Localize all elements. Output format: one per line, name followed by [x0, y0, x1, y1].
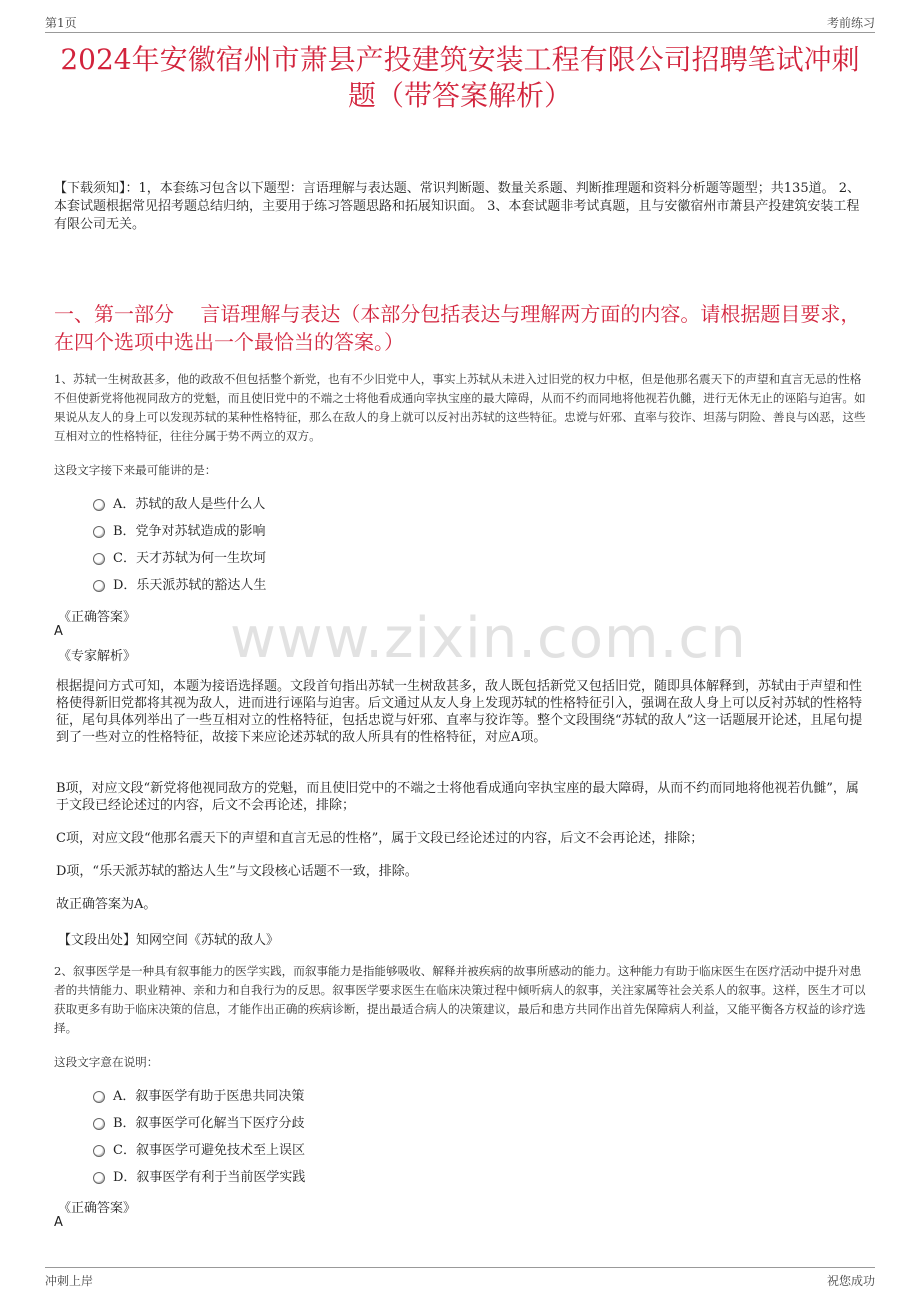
question-1-option-c[interactable]: C．天才苏轼为何一生坎坷: [93, 549, 266, 569]
answer-label: 《正确答案》: [58, 610, 137, 625]
source-citation: 【文段出处】知网空间《苏轼的敌人》: [58, 933, 280, 948]
analysis-paragraph: 根据提问方式可知，本题为接语选择题。文段首句指出苏轼一生树敌甚多，敌人既包括新党又包括旧党，随即具体解释到，苏轼由于声望和性格使得新旧党都将其视为敌人，进而进行诬陷与迫害。后文通过从友人身上发现苏轼的性格特征引入，强调在敌人身上可以反衬苏轼的性格特征，尾句具体列举出了一些互相对立的性格特征，包括忠谠与奸邪、直率与狡诈等。整个文段围绕“苏轼的敌人”这一话题展开论述，且尾句提到了一些对立的性格特征，故接下来应论述苏轼的敌人所具有的性格特征，对应A项。: [56, 679, 863, 745]
analysis-paragraph: B项，对应文段“新党将他视同敌方的党魁，而且使旧党中的不端之士将他看成通向宰执宝座的最大障碍，从而不约而同地将他视若仇雠”，属于文段已经论述过的内容，后文不会再论述，排除；: [56, 781, 859, 813]
download-notice: 【下载须知】：1，本套练习包含以下题型：言语理解与表达题、常识判断题、数量关系题、判断推理题和资料分析题等题型；共135道。 2、本套试题根据常见招考题总结归纳，主要用于练习答题思路和拓展知识面。 3、本套试题非考试真题，且与安徽宿州市萧县产投建筑安装工程有限公司无关。: [54, 181, 860, 232]
watermark: www.zixin.com.cn: [230, 606, 747, 671]
radio-icon[interactable]: [93, 1118, 105, 1130]
question-2-option-a[interactable]: A．叙事医学有助于医患共同决策: [93, 1087, 304, 1107]
radio-icon[interactable]: [93, 553, 105, 565]
question-2-prompt: 这段文字意在说明：: [54, 1055, 159, 1069]
document-title: 2024年安徽宿州市萧县产投建筑安装工程有限公司招聘笔试冲刺题（带答案解析）: [60, 43, 860, 112]
question-2-option-c[interactable]: C．叙事医学可避免技术至上误区: [93, 1141, 305, 1161]
analysis-conclusion: 故正确答案为A。: [56, 897, 157, 912]
question-1-option-d[interactable]: D．乐天派苏轼的豁达人生: [93, 576, 266, 596]
question-1-prompt: 这段文字接下来最可能讲的是：: [54, 463, 217, 477]
analysis-label: 《专家解析》: [58, 649, 137, 664]
correct-answer: A: [54, 624, 63, 639]
correct-answer: A: [54, 1215, 63, 1230]
question-1-text: 1、苏轼一生树敌甚多，他的政敌不但包括整个新党，也有不少旧党中人，事实上苏轼从未进入过旧党的权力中枢，但是他那名震天下的声望和直言无忌的性格不但使新党将他视同敌方的党魁，而且使旧党中的不端之士将他看成通向宰执宝座的最大障碍，从而不约而同地将他视若仇雠，进行无休无止的诬陷与迫害。如果说从友人的身上可以发现苏轼的某种性格特征，那么在敌人的身上就可以反衬出苏轼的这些特征。忠谠与奸邪、直率与狡诈、坦荡与阴险、善良与凶恶，这些互相对立的性格特征，往往分属于势不两立的双方。: [54, 372, 866, 443]
question-2-text: 2、叙事医学是一种具有叙事能力的医学实践，而叙事能力是指能够吸收、解释并被疾病的故事所感动的能力。这种能力有助于临床医生在医疗活动中提升对患者的共情能力、职业精神、亲和力和自我行为的反思。叙事医学要求医生在临床决策过程中倾听病人的叙事，关注家属等社会关系人的叙事。这样，医生才可以获取更多有助于临床决策的信息，才能作出正确的疾病诊断，提出最适合病人的决策建议，最后和患方共同作出首先保障病人利益，又能平衡各方权益的诊疗选择。: [54, 964, 866, 1035]
radio-icon[interactable]: [93, 526, 105, 538]
header-tag: 考前练习: [826, 16, 875, 30]
page-number: 第1页: [45, 16, 77, 30]
analysis-paragraph: C项，对应文段“他那名震天下的声望和直言无忌的性格”，属于文段已经论述过的内容，后文不会再论述，排除；: [56, 831, 704, 846]
question-1-option-a[interactable]: A．苏轼的敌人是些什么人: [93, 495, 265, 515]
radio-icon[interactable]: [93, 1091, 105, 1103]
page-footer: [45, 1267, 875, 1288]
radio-icon[interactable]: [93, 1145, 105, 1157]
radio-icon[interactable]: [93, 499, 105, 511]
question-1-option-b[interactable]: B．党争对苏轼造成的影响: [93, 522, 266, 542]
footer-left: 冲刺上岸: [45, 1274, 94, 1288]
answer-label: 《正确答案》: [58, 1201, 137, 1216]
radio-icon[interactable]: [93, 1172, 105, 1184]
analysis-paragraph: D项，“乐天派苏轼的豁达人生”与文段核心话题不一致，排除。: [56, 864, 418, 879]
question-2-option-b[interactable]: B．叙事医学可化解当下医疗分歧: [93, 1114, 305, 1134]
section-heading: 一、第一部分 言语理解与表达（本部分包括表达与理解两方面的内容。请根据题目要求，在四个选项中选出一个最恰当的答案。）: [54, 302, 861, 354]
page-header: [45, 12, 875, 33]
question-2-option-d[interactable]: D．叙事医学有利于当前医学实践: [93, 1168, 305, 1188]
footer-right: 祝您成功: [826, 1274, 875, 1288]
radio-icon[interactable]: [93, 580, 105, 592]
